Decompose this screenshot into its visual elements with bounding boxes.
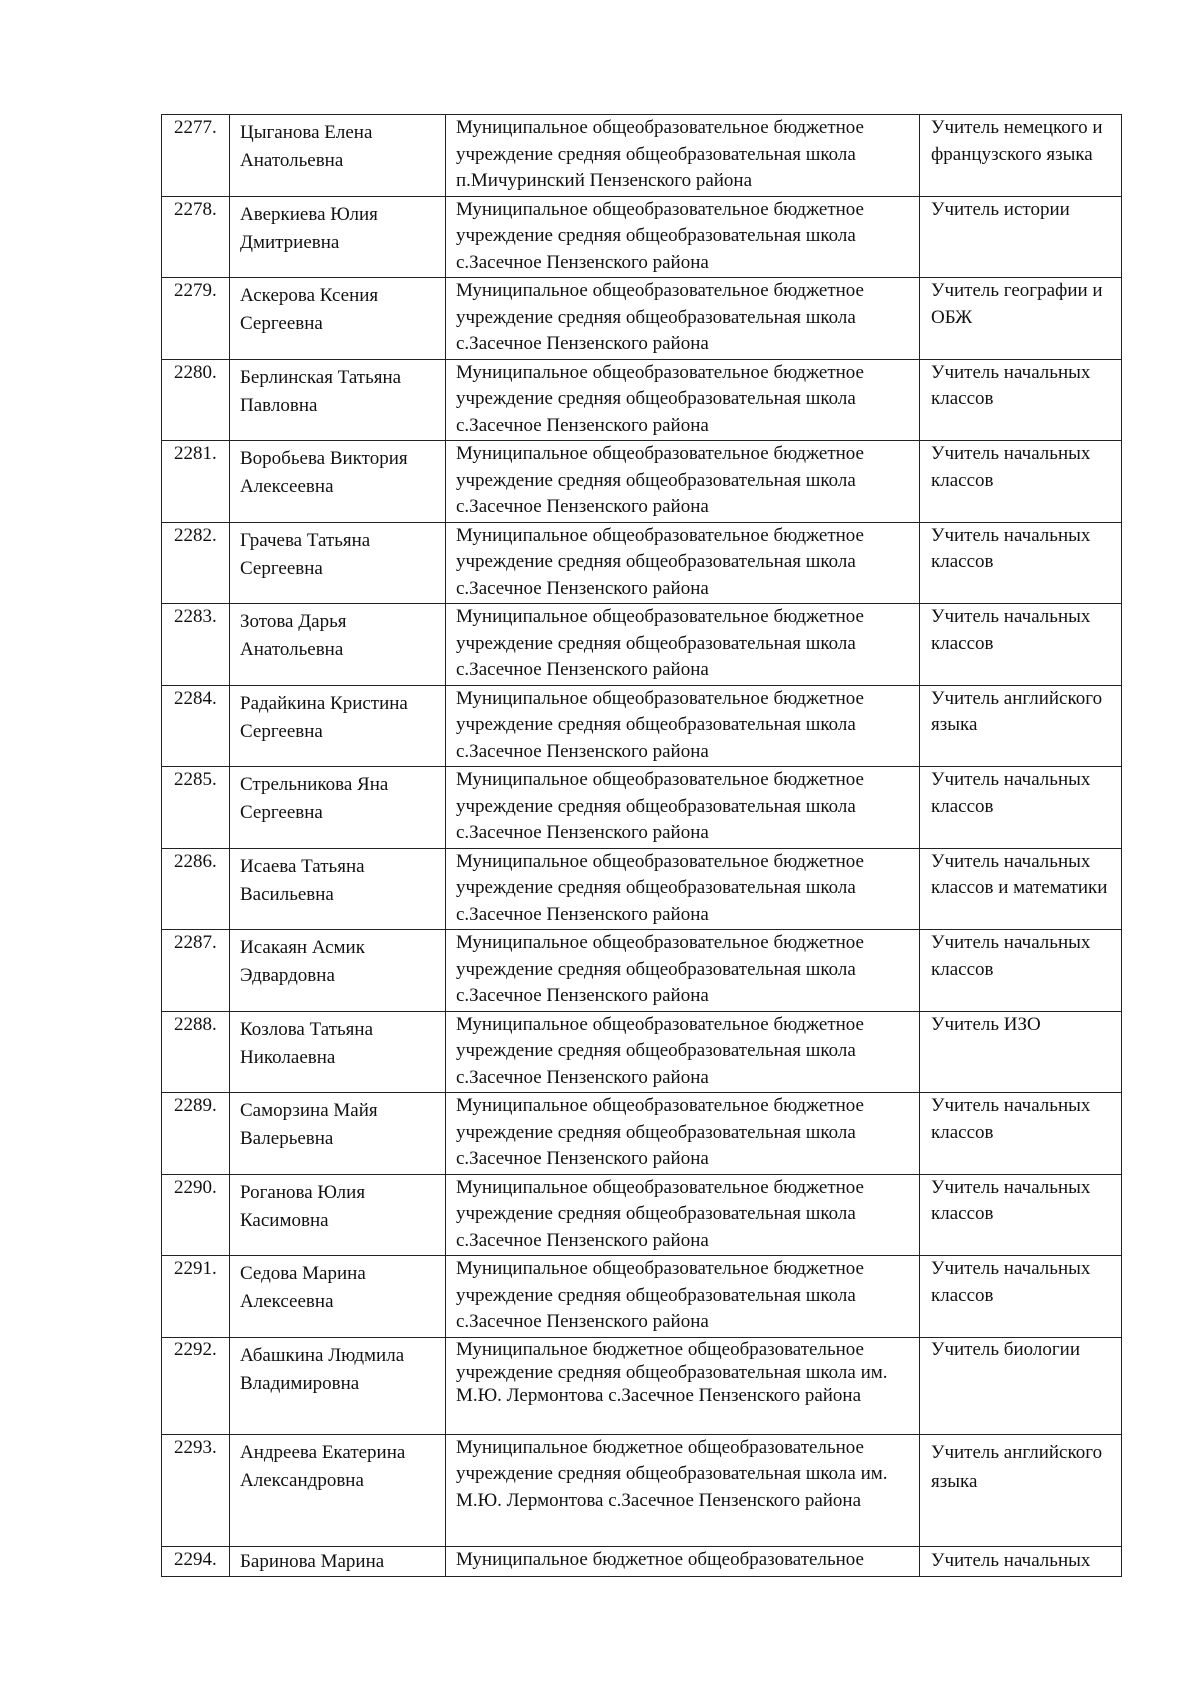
teacher-name: Радайкина Кристина Сергеевна — [230, 685, 446, 767]
row-number: 2286. — [162, 848, 230, 930]
table-row — [162, 441, 1122, 523]
teacher-name: Воробьева Виктория Алексеевна — [230, 441, 446, 523]
row-number: 2284. — [162, 685, 230, 767]
teacher-name: Баринова Марина — [230, 1546, 446, 1576]
table-row — [162, 930, 1122, 1012]
school-name: Муниципальное общеобразовательное бюджетное учреждение средняя общеобразовательная школа с.Засечное Пензенского района — [446, 441, 920, 523]
teacher-name: Цыганова Елена Анатольевна — [230, 115, 446, 197]
row-number: 2291. — [162, 1256, 230, 1338]
teacher-position: Учитель английского языка — [920, 1434, 1122, 1546]
table-row — [162, 1093, 1122, 1175]
table-row — [162, 604, 1122, 686]
teacher-position: Учитель ИЗО — [920, 1011, 1122, 1093]
table-row — [162, 1011, 1122, 1093]
row-number: 2294. — [162, 1546, 230, 1576]
school-name: Муниципальное общеобразовательное бюджетное учреждение средняя общеобразовательная школа с.Засечное Пензенского района — [446, 522, 920, 604]
school-name: Муниципальное общеобразовательное бюджетное учреждение средняя общеобразовательная школа с.Засечное Пензенского района — [446, 1174, 920, 1256]
table-row — [162, 196, 1122, 278]
teacher-position: Учитель начальных классов — [920, 767, 1122, 849]
teacher-name: Исакаян Асмик Эдвардовна — [230, 930, 446, 1012]
teacher-position: Учитель английского языка — [920, 685, 1122, 767]
school-name: Муниципальное общеобразовательное бюджетное учреждение средняя общеобразовательная школа с.Засечное Пензенского района — [446, 930, 920, 1012]
school-name: Муниципальное общеобразовательное бюджетное учреждение средняя общеобразовательная школа с.Засечное Пензенского района — [446, 604, 920, 686]
row-number: 2280. — [162, 359, 230, 441]
table-row — [162, 685, 1122, 767]
table-row — [162, 1434, 1122, 1546]
teacher-position: Учитель немецкого и французского языка — [920, 115, 1122, 197]
teacher-name: Стрельникова Яна Сергеевна — [230, 767, 446, 849]
row-number: 2285. — [162, 767, 230, 849]
teacher-name: Аскерова Ксения Сергеевна — [230, 278, 446, 360]
teacher-position: Учитель начальных классов — [920, 441, 1122, 523]
teacher-position: Учитель начальных классов — [920, 522, 1122, 604]
teacher-position: Учитель начальных классов — [920, 604, 1122, 686]
row-number: 2293. — [162, 1434, 230, 1546]
table-row — [162, 767, 1122, 849]
row-number: 2290. — [162, 1174, 230, 1256]
row-number: 2277. — [162, 115, 230, 197]
school-name: Муниципальное общеобразовательное бюджетное учреждение средняя общеобразовательная школа с.Засечное Пензенского района — [446, 848, 920, 930]
teacher-name: Берлинская Татьяна Павловна — [230, 359, 446, 441]
table-row — [162, 359, 1122, 441]
teacher-name: Андреева Екатерина Александровна — [230, 1434, 446, 1546]
table-row — [162, 1546, 1122, 1576]
school-name: Муниципальное общеобразовательное бюджетное учреждение средняя общеобразовательная школа с.Засечное Пензенского района — [446, 685, 920, 767]
teacher-name: Грачева Татьяна Сергеевна — [230, 522, 446, 604]
row-number: 2288. — [162, 1011, 230, 1093]
school-name: Муниципальное бюджетное общеобразовательное учреждение средняя общеобразовательная школа им. М.Ю. Лермонтова с.Засечное Пензенского района — [446, 1434, 920, 1546]
school-name: Муниципальное бюджетное общеобразовательное учреждение средняя общеобразовательная школа им. М.Ю. Лермонтова с.Засечное Пензенского района — [446, 1337, 920, 1434]
school-name: Муниципальное общеобразовательное бюджетное учреждение средняя общеобразовательная школа с.Засечное Пензенского района — [446, 1011, 920, 1093]
teacher-position: Учитель географии и ОБЖ — [920, 278, 1122, 360]
school-name: Муниципальное общеобразовательное бюджетное учреждение средняя общеобразовательная школа с.Засечное Пензенского района — [446, 278, 920, 360]
school-name: Муниципальное общеобразовательное бюджетное учреждение средняя общеобразовательная школа с.Засечное Пензенского района — [446, 767, 920, 849]
teacher-position: Учитель начальных классов — [920, 930, 1122, 1012]
row-number: 2282. — [162, 522, 230, 604]
row-number: 2281. — [162, 441, 230, 523]
row-number: 2279. — [162, 278, 230, 360]
teacher-name: Козлова Татьяна Николаевна — [230, 1011, 446, 1093]
teacher-position: Учитель начальных классов — [920, 1174, 1122, 1256]
teacher-name: Исаева Татьяна Васильевна — [230, 848, 446, 930]
row-number: 2292. — [162, 1337, 230, 1434]
teacher-name: Зотова Дарья Анатольевна — [230, 604, 446, 686]
school-name: Муниципальное общеобразовательное бюджетное учреждение средняя общеобразовательная школа с.Засечное Пензенского района — [446, 1256, 920, 1338]
school-name: Муниципальное общеобразовательное бюджетное учреждение средняя общеобразовательная школа п.Мичуринский Пензенского района — [446, 115, 920, 197]
table-row — [162, 1337, 1122, 1434]
row-number: 2287. — [162, 930, 230, 1012]
teacher-position: Учитель начальных — [920, 1546, 1122, 1576]
staff-table — [161, 114, 1122, 1577]
table-row — [162, 848, 1122, 930]
teacher-name: Аверкиева Юлия Дмитриевна — [230, 196, 446, 278]
teacher-position: Учитель начальных классов и математики — [920, 848, 1122, 930]
teacher-position: Учитель начальных классов — [920, 1093, 1122, 1175]
teacher-name: Саморзина Майя Валерьевна — [230, 1093, 446, 1175]
teacher-name: Роганова Юлия Касимовна — [230, 1174, 446, 1256]
school-name: Муниципальное общеобразовательное бюджетное учреждение средняя общеобразовательная школа с.Засечное Пензенского района — [446, 1093, 920, 1175]
school-name: Муниципальное общеобразовательное бюджетное учреждение средняя общеобразовательная школа с.Засечное Пензенского района — [446, 359, 920, 441]
teacher-name: Седова Марина Алексеевна — [230, 1256, 446, 1338]
table-row — [162, 522, 1122, 604]
row-number: 2283. — [162, 604, 230, 686]
table-row — [162, 115, 1122, 197]
table-row — [162, 278, 1122, 360]
teacher-name: Абашкина Людмила Владимировна — [230, 1337, 446, 1434]
row-number: 2289. — [162, 1093, 230, 1175]
school-name: Муниципальное общеобразовательное бюджетное учреждение средняя общеобразовательная школа с.Засечное Пензенского района — [446, 196, 920, 278]
table-row — [162, 1256, 1122, 1338]
table-row — [162, 1174, 1122, 1256]
teacher-position: Учитель истории — [920, 196, 1122, 278]
teacher-position: Учитель начальных классов — [920, 359, 1122, 441]
school-name: Муниципальное бюджетное общеобразовательное — [446, 1546, 920, 1576]
teacher-position: Учитель начальных классов — [920, 1256, 1122, 1338]
row-number: 2278. — [162, 196, 230, 278]
teacher-position: Учитель биологии — [920, 1337, 1122, 1434]
